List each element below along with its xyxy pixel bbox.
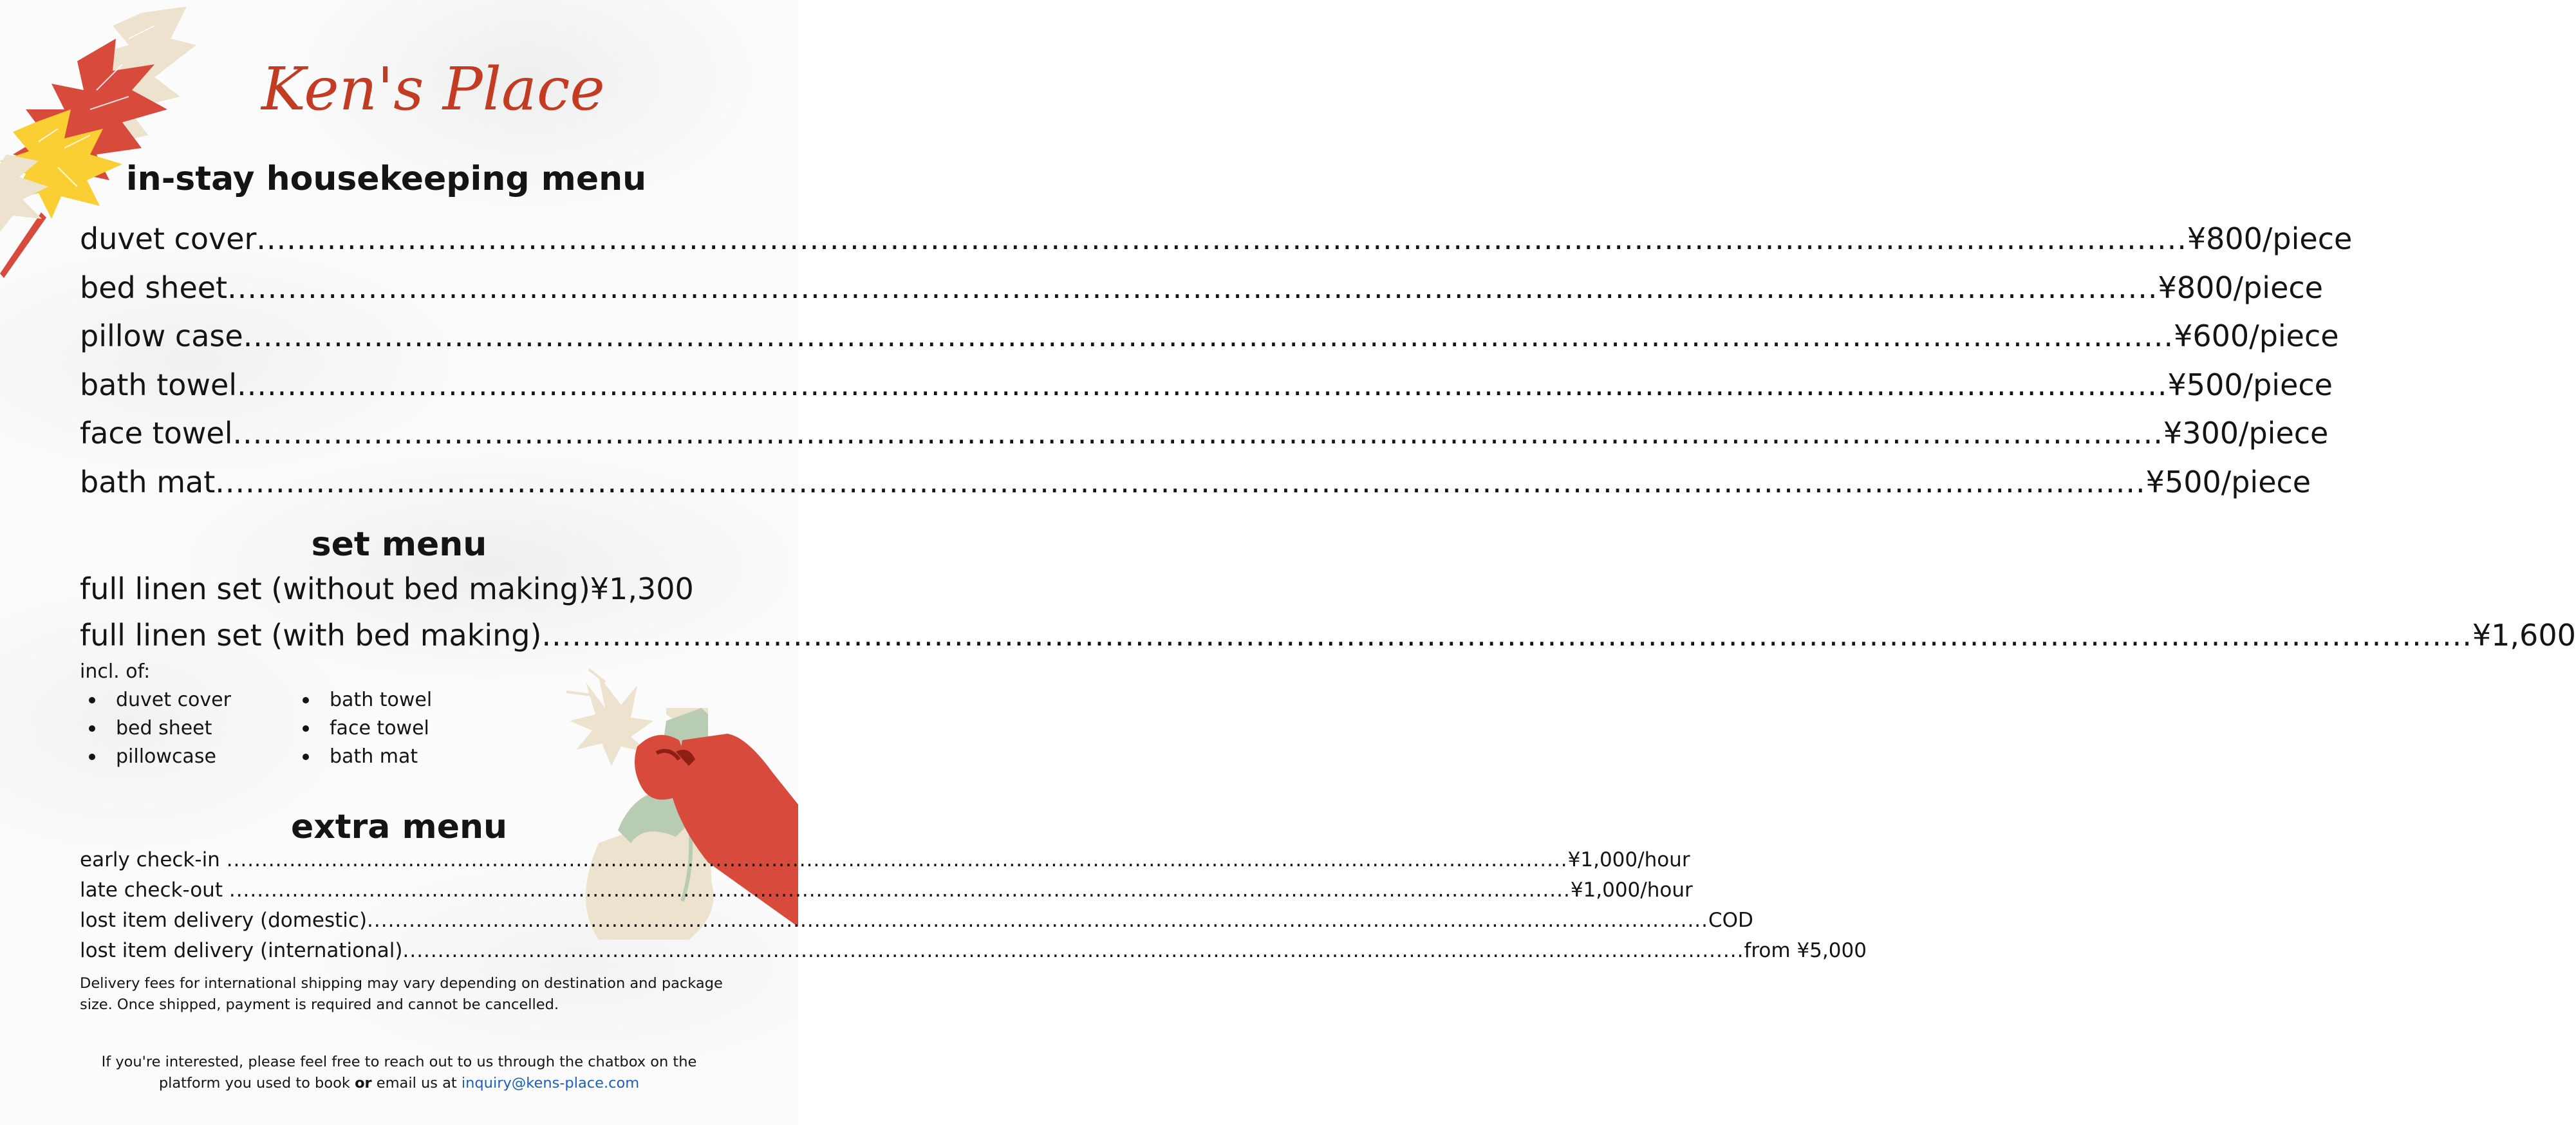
footer-line-1: If you're interested, please feel free to reach out to us through the chatbox on the	[101, 1054, 697, 1070]
dot-leader	[237, 367, 2167, 402]
price-row	[80, 221, 2353, 260]
included-item: face towel	[294, 714, 432, 743]
delivery-fee-note: Delivery fees for international shipping may vary depending on destination and package size. Once shipped, payment is required and cannot be cancelled.	[80, 975, 723, 1013]
logo-text: Ken's Place	[261, 55, 605, 124]
dot-leader	[229, 879, 1571, 902]
dot-leader	[243, 319, 2174, 353]
item-price: ¥1,000/hour	[1567, 848, 1690, 871]
item-name: pillow case	[80, 319, 243, 353]
item-price: COD	[1708, 909, 1753, 932]
item-name: face towel	[80, 416, 233, 451]
price-row	[80, 319, 2339, 357]
dot-leader	[541, 618, 2472, 653]
included-item: bath mat	[294, 743, 432, 771]
item-price: ¥1,300	[590, 572, 694, 606]
dot-leader	[256, 221, 2187, 256]
item-name: bath mat	[80, 464, 216, 499]
price-row	[80, 416, 2329, 454]
included-item: duvet cover	[80, 686, 231, 714]
price-row	[80, 848, 1690, 875]
item-name: full linen set (without bed making)	[80, 572, 590, 606]
price-row	[80, 879, 1693, 906]
price-row	[80, 572, 694, 610]
item-name: late check-out	[80, 879, 229, 902]
includes-label: incl. of:	[80, 660, 151, 683]
item-name: duvet cover	[80, 221, 257, 256]
contact-footer	[0, 1052, 798, 1094]
dot-leader	[215, 465, 2145, 499]
item-name: lost item delivery (international)	[80, 939, 403, 962]
footer-line-2	[0, 1073, 798, 1094]
included-item: pillowcase	[80, 743, 231, 771]
price-row	[80, 270, 2323, 309]
item-price: ¥500/piece	[2145, 464, 2311, 499]
price-row	[80, 367, 2333, 406]
item-name: early check-in	[80, 848, 227, 871]
footer-or: or	[355, 1075, 372, 1092]
item-name: bath towel	[80, 367, 238, 402]
included-item: bath towel	[294, 686, 432, 714]
price-row	[80, 939, 1867, 966]
dot-leader	[402, 939, 1744, 962]
item-price: ¥1,600	[2472, 618, 2576, 653]
price-row	[80, 909, 1753, 936]
item-name: lost item delivery (domestic)	[80, 909, 368, 932]
item-name: full linen set (with bed making)	[80, 618, 542, 653]
includes-list-right	[294, 686, 432, 771]
dot-leader	[232, 416, 2163, 451]
price-row	[80, 618, 2576, 656]
item-price: ¥800/piece	[2187, 221, 2353, 256]
item-price: ¥800/piece	[2158, 270, 2323, 305]
includes-list-left	[80, 686, 231, 771]
dot-leader	[227, 848, 1568, 871]
contact-email-link[interactable]: inquiry@kens-place.com	[461, 1075, 640, 1092]
footer-text-2: email us at	[371, 1075, 462, 1092]
price-row	[80, 464, 2311, 503]
set-menu-title: set menu	[311, 525, 487, 564]
item-price: from ¥5,000	[1744, 939, 1867, 962]
dot-leader	[227, 270, 2158, 305]
item-price: ¥500/piece	[2167, 367, 2333, 402]
page-title: in-stay housekeeping menu	[126, 160, 647, 198]
extra-menu-title: extra menu	[291, 808, 507, 846]
item-price: ¥300/piece	[2163, 416, 2329, 451]
dot-leader	[367, 909, 1708, 932]
item-price: ¥600/piece	[2174, 319, 2339, 353]
item-name: bed sheet	[80, 270, 228, 305]
footer-text: platform you used to book	[158, 1075, 355, 1092]
included-item: bed sheet	[80, 714, 231, 743]
kens-place-logo	[257, 33, 605, 143]
item-price: ¥1,000/hour	[1570, 879, 1693, 902]
